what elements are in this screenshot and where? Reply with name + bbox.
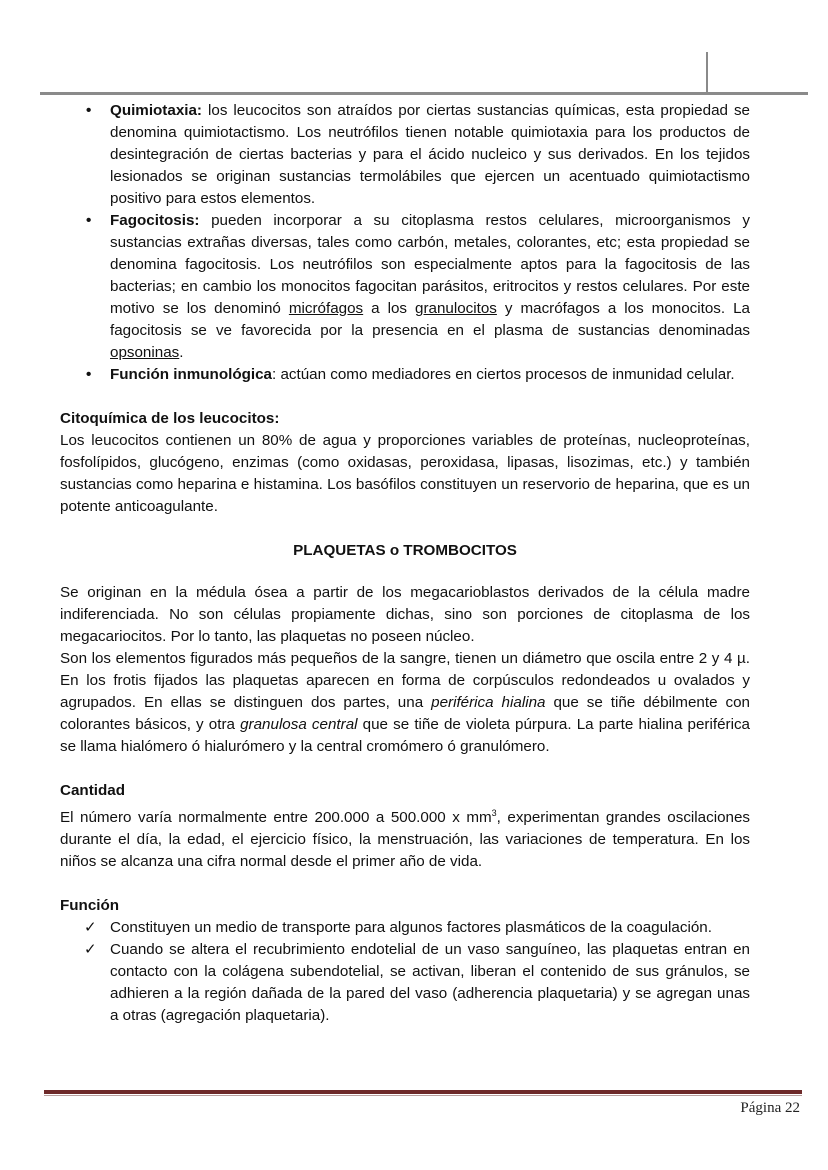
heading-cantidad: Cantidad	[60, 782, 125, 799]
footer-rule-thin	[44, 1095, 802, 1096]
text-cantidad-a: El número varía normalmente entre 200.000 a 500.000 x mm	[60, 809, 492, 827]
underlined-microfagos: micrófagos	[288, 300, 364, 317]
paragraph-cantidad	[60, 802, 750, 873]
term-quimiotaxia: Quimiotaxia:	[110, 102, 202, 119]
paragraph-plaquetas-origen: Se originan en la médula ósea a partir de los megacarioblastos derivados de la célula madre indiferenciada. No son células propiamente dichas, sino son porciones de citoplasma de los megacariocitos. Por lo tanto, las plaquetas no poseen núcleo.	[60, 584, 750, 645]
section-title-plaquetas: PLAQUETAS o TROMBOCITOS	[293, 542, 517, 559]
superscript-3: 3	[491, 808, 497, 818]
funcion-checklist	[60, 917, 750, 1027]
text-funcion-inmunologica: : actúan como mediadores en ciertos procesos de inmunidad celular.	[272, 366, 735, 383]
list-item-funcion-inmunologica	[110, 364, 750, 386]
text-quimiotaxia: los leucocitos son atraídos por ciertas sustancias químicas, esta propiedad se denomina quimiotactismo. Los neutrófilos tienen notable quimiotaxia para los productos de desintegración de ciertas bacterias y para el ácido nucleico y sus derivados. En los tejidos lesionados se originan sustancias termolábiles que ejercen un acentuado quimiotactismo positivo para estos elementos.	[110, 102, 750, 207]
text-funcion-2: Cuando se altera el recubrimiento endotelial de un vaso sanguíneo, las plaquetas entran en contacto con la colágena subendotelial, se activan, liberan el contenido de sus gránulos, se adhieren a la región dañada de la pared del vaso (adherencia plaquetaria) y se agregan unas a otras (agregación plaquetaria).	[110, 941, 750, 1025]
list-item-funcion-1	[84, 917, 750, 939]
text-morfologia-b: que se tiñe débilmente con colorantes básicos, y otra	[60, 694, 750, 733]
checkmark-icon: ✓	[84, 919, 97, 937]
heading-funcion: Función	[60, 897, 120, 915]
text-cantidad-b: , experimentan grandes oscilaciones durante el día, la edad, el ejercicio físico, la menstruación, las variaciones de temperatura. En los niños se alcanza una cifra normal desde el primer año de vida.	[60, 809, 751, 871]
header-vertical-rule	[706, 52, 708, 93]
paragraph-citoquimica: Los leucocitos contienen un 80% de agua y proporciones variables de proteínas, nucleoproteínas, fosfolípidos, glucógeno, enzimas (como oxidasas, peroxidasa, lipasas, lisozimas, etc.) y también sustancias como heparina e histamina. Los basófilos constituyen un reservorio de heparina, que es un potente anticoagulante.	[60, 432, 750, 515]
term-fagocitosis: Fagocitosis:	[110, 212, 200, 229]
list-item-quimiotaxia	[110, 100, 750, 210]
text-fagocitosis-d: .	[179, 344, 184, 361]
text-fagocitosis-c: y macrófagos a los monocitos. La fagocitosis se ve favorecida por la presencia en el plasma de sustancias denominadas	[110, 300, 750, 339]
paragraph-plaquetas-morfologia	[60, 648, 750, 758]
italic-periferica-hialina: periférica hialina	[431, 694, 546, 711]
page-body	[60, 100, 750, 1027]
text-fagocitosis-b: a los	[363, 300, 415, 317]
list-item-fagocitosis	[110, 210, 750, 364]
text-funcion-1: Constituyen un medio de transporte para algunos factores plasmáticos de la coagulación.	[110, 919, 712, 937]
leukocyte-properties-list	[60, 100, 750, 386]
text-morfologia-c: que se tiñe de violeta púrpura. La parte hialina periférica se llama hialómero ó hialurómero y la central cromómero ó granulómero.	[60, 716, 750, 755]
heading-citoquimica: Citoquímica de los leucocitos:	[60, 410, 280, 427]
header-rule	[40, 92, 808, 95]
list-item-funcion-2	[84, 939, 750, 1027]
text-fagocitosis-a: pueden incorporar a su citoplasma restos celulares, microorganismos y sustancias extrañas diversas, tales como carbón, metales, colorantes, etc; esta propiedad se denomina fagocitosis. Los neutrófilos son especialmente aptos para la fagocitosis de las bacterias; en cambio los monocitos fagocitan parásitos, eritrocitos y restos celulares. Por este motivo se los denominó	[110, 212, 750, 317]
footer-rule	[44, 1090, 802, 1094]
checkmark-icon: ✓	[84, 941, 97, 959]
underlined-opsoninas: opsoninas	[110, 344, 180, 361]
italic-granulosa-central: granulosa central	[240, 716, 358, 733]
page-number: Página 22	[740, 1100, 800, 1116]
underlined-granulocitos: granulocitos	[415, 300, 497, 317]
text-morfologia-a: Son los elementos figurados más pequeños de la sangre, tienen un diámetro que oscila entre 2 y 4 µ. En los frotis fijados las plaquetas aparecen en forma de corpúsculos redondeados u ovalados y agrupados. En ellas se distinguen dos partes, una	[60, 650, 750, 711]
term-funcion-inmunologica: Función inmunológica	[110, 366, 272, 383]
